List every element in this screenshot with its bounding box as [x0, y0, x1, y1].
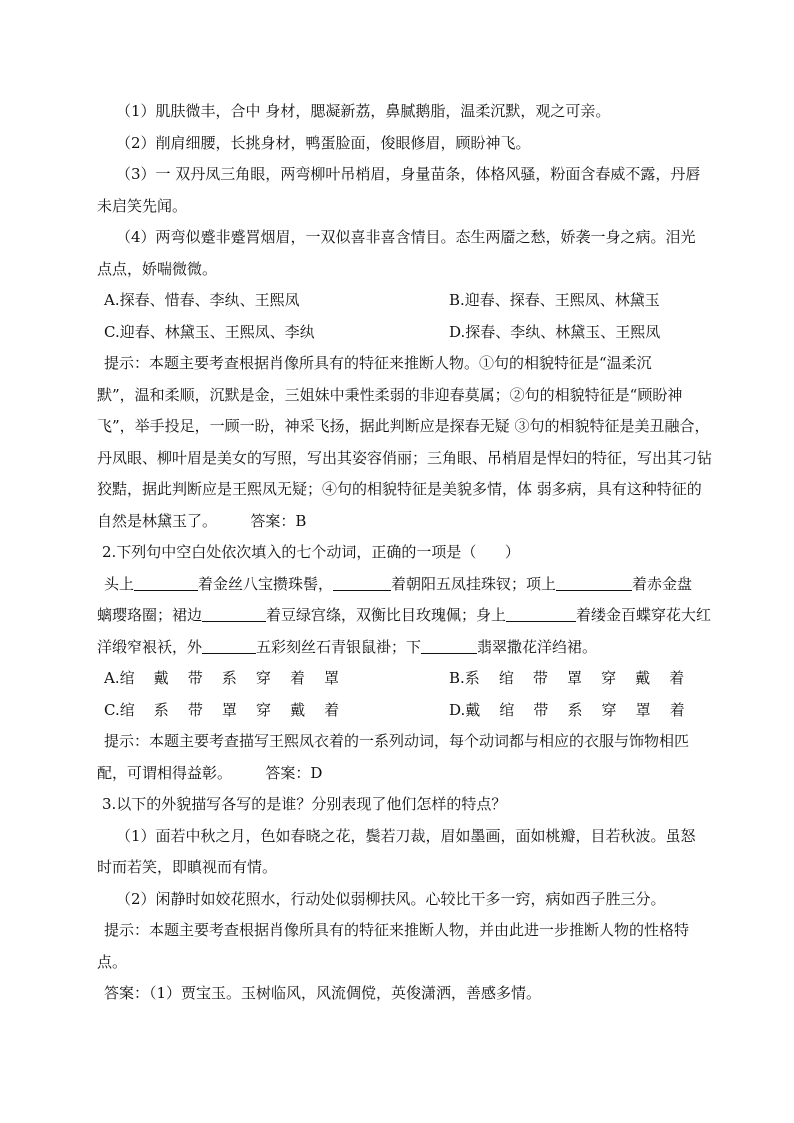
q1-hint-line-6: 自然是林黛玉了。 答案：B [97, 511, 307, 530]
q1-item-1: （1）肌肤微丰，合中 身材，腮凝新荔，鼻腻鹅脂，温柔沉默，观之可亲。 [116, 102, 611, 120]
document-body [97, 96, 713, 1010]
q2-hint-line-2: 配，可谓相得益彰。 答案：D [97, 763, 323, 782]
q2-fill-line-2 [97, 600, 712, 632]
q2-fill-text: 翡翠撒花洋绉裙。 [477, 637, 598, 656]
q2-fill-text: 着豆绿宫绦，双衡比目玫瑰佩；身上 [266, 606, 507, 624]
q1-hint-line-2: 默”，温和柔顺，沉默是金，三姐妹中秉性柔弱的非迎春莫属；②句的相貌特征是“顾盼神 [97, 385, 683, 404]
q3-hint-line-2: 点。 [97, 952, 128, 971]
q2-option-c: C.绾 系 带 罩 穿 戴 着 [104, 700, 340, 719]
q1-item-3-cont: 未启笑先闻。 [97, 196, 188, 215]
q3-item-2: （2）闲静时如姣花照水，行动处似弱柳扶风。心较比干多一窍，病如西子胜三分。 [116, 889, 666, 908]
q2-fill-text: 洋缎窄裉袄，外 [97, 637, 203, 656]
q2-blank-5[interactable] [506, 605, 576, 622]
q2-options-row-2 [104, 695, 690, 727]
q1-item-3: （3）一 双丹凤三角眼，两弯柳叶吊梢眉，身量苗条，体格风骚，粉面含春威不露，丹唇 [116, 165, 701, 183]
q2-fill-text: 头上 [104, 574, 135, 593]
q2-blank-3[interactable] [556, 574, 632, 591]
q1-item-2: （2）削肩细腰，长挑身材，鸭蛋脸面，俊眼修眉，顾盼神飞。 [116, 133, 531, 152]
q3-stem: 3.以下的外貌描写各写的是谁？分别表现了他们怎样的特点？ [102, 795, 507, 813]
q2-hint-line-1: 提示：本题主要考查描写王熙凤衣着的一系列动词，每个动词都与相应的衣服与饰物相匹 [104, 732, 690, 750]
q3-hint-line-1: 提示：本题主要考查根据肖像所具有的特征来推断人物，并由此进一步推断人物的性格特 [104, 921, 690, 939]
q1-item-4-cont: 点点，娇喘微微。 [97, 259, 218, 278]
q1-option-c: C.迎春、林黛玉、王熙凤、李纨 [104, 322, 315, 341]
q1-options-row-2 [104, 317, 690, 349]
q1-hint-line-4: 丹凤眼、柳叶眉是美女的写照，写出其姿容俏丽；三角眼、吊梢眉是悍妇的特征，写出其刁钻 [97, 448, 713, 467]
q3-answer: 答案：（1）贾宝玉。玉树临风，风流倜傥，英俊潇洒，善感多情。 [104, 984, 542, 1002]
q1-hint-line-3: 飞”，举手投足，一顾一盼，神采飞扬，据此判断应是探春无疑 ③句的相貌特征是美丑融合， [97, 417, 710, 435]
q2-option-b: B.系 绾 带 罩 穿 戴 着 [449, 669, 685, 687]
q2-fill-text: 螭璎珞圈；裙边 [97, 606, 203, 624]
q2-fill-text: 五彩刻丝石青银鼠褂；下 [256, 637, 422, 656]
q2-stem: 2.下列句中空白处依次填入的七个动词，正确的一项是（ ） [102, 543, 520, 561]
q1-option-b: B.迎春、探春、王熙凤、林黛玉 [449, 291, 660, 309]
q2-blank-7[interactable] [421, 637, 477, 654]
q1-hint-line-5: 狡黠，据此判断应是王熙凤无疑；④句的相貌特征是美貌多情，体 弱多病，具有这种特征的 [97, 480, 702, 498]
q2-option-d: D.戴 绾 带 系 穿 罩 着 [449, 700, 685, 719]
q1-item-4: （4）两弯似蹙非蹙罥烟眉，一双似喜非喜含情目。态生两靥之愁，娇袭一身之病。泪光 [116, 228, 696, 246]
q2-blank-2[interactable] [333, 574, 391, 591]
q2-blank-4[interactable] [202, 605, 266, 622]
q3-item-1: （1）面若中秋之月，色如春晓之花，鬓若刀裁，眉如墨画，面如桃瓣，目若秋波。虽怒 [116, 826, 696, 845]
q2-blank-6[interactable] [202, 637, 256, 654]
q2-fill-text: 着朝阳五凤挂珠钗；项上 [391, 574, 557, 593]
q2-fill-text: 着金丝八宝攒珠髻， [198, 574, 334, 593]
q2-blank-1[interactable] [134, 574, 198, 591]
q2-options-row-1 [104, 663, 690, 695]
q1-options-row-1 [104, 285, 690, 317]
q2-fill-text: 着赤金盘 [632, 574, 693, 593]
q1-option-d: D.探春、李纨、林黛玉、王熙凤 [449, 322, 661, 341]
q2-fill-line-1 [104, 569, 693, 601]
q2-option-a: A.绾 戴 带 系 穿 着 罩 [104, 669, 340, 687]
q2-fill-line-3 [97, 632, 690, 664]
q3-item-1-cont: 时而若笑，即瞋视而有情。 [97, 858, 278, 876]
q2-fill-text: 着缕金百蝶穿花大红 [576, 606, 712, 624]
q1-option-a: A.探春、惜春、李纨、王熙凤 [104, 291, 300, 309]
q1-hint-line-1: 提示：本题主要考查根据肖像所具有的特征来推断人物。①句的相貌特征是“温柔沉 [104, 354, 652, 372]
